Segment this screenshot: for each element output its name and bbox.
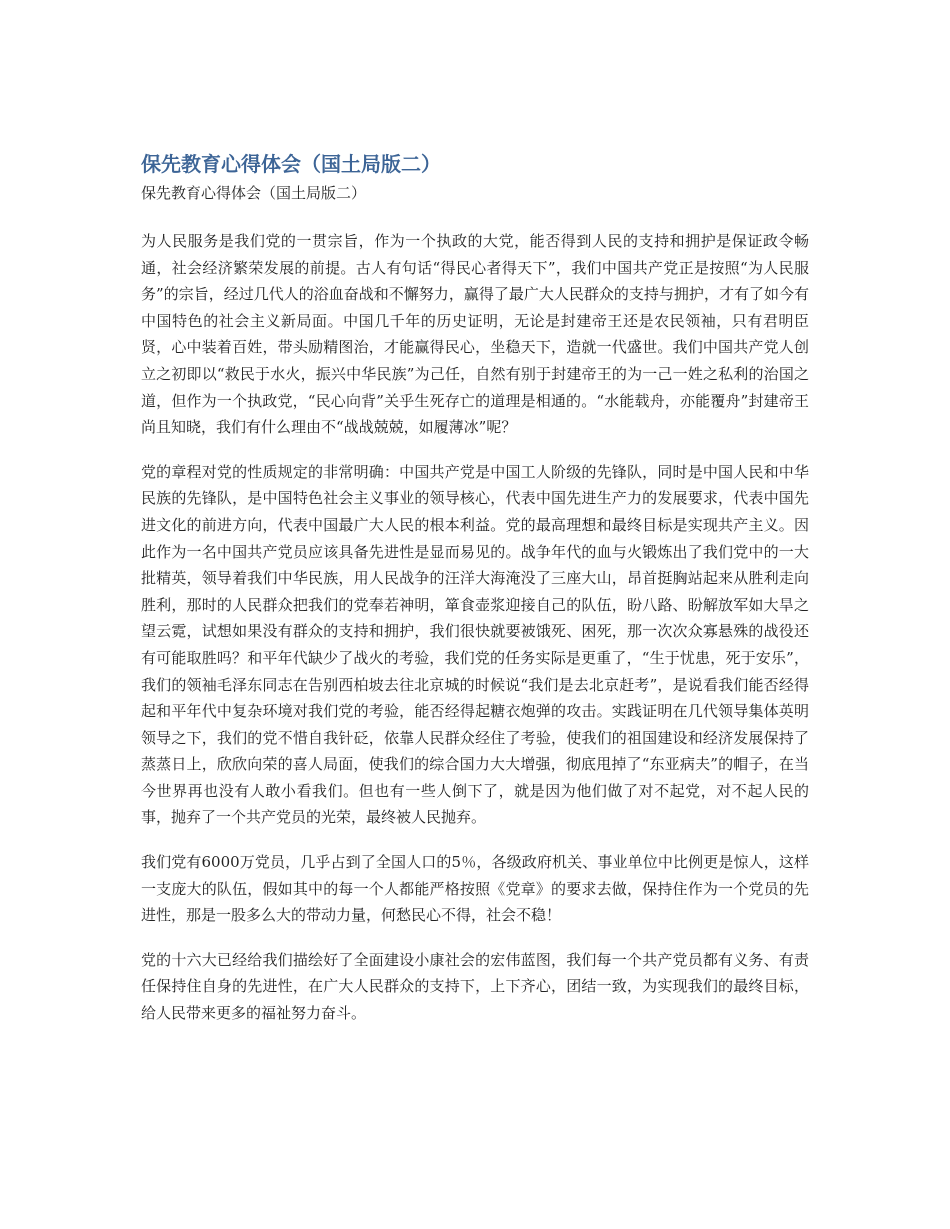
paragraph-1: 为人民服务是我们党的一贯宗旨，作为一个执政的大党，能否得到人民的支持和拥护是保证政令畅通，社会经济繁荣发展的前提。古人有句话“得民心者得天下”，我们中国共产党正是按照“为人民服务”的宗旨，经过几代人的浴血奋战和不懈努力，赢得了最广大人民群众的支持与拥护，才有了如今有中国特色的社会主义新局面。中国几千年的历史证明，无论是封建帝王还是农民领袖，只有君明臣贤，心中装着百姓，带头励精图治，才能赢得民心，坐稳天下，造就一代盛世。我们中国共产党人创立之初即以“救民于水火，振兴中华民族”为己任，自然有别于封建帝王的为一己一姓之私利的治国之道，但作为一个执政党，“民心向背”关乎生死存亡的道理是相通的。“水能载舟，亦能覆舟”封建帝王尚且知晓，我们有什么理由不“战战兢兢，如履薄冰”呢？ (141, 232, 809, 437)
paragraph-3: 我们党有6000万党员，几乎占到了全国人口的5％，各级政府机关、事业单位中比例更是惊人，这样一支庞大的队伍，假如其中的每一个人都能严格按照《党章》的要求去做，保持住作为一个党员的先进性，那是一股多么大的带动力量，何愁民心不得，社会不稳！ (141, 853, 809, 925)
paragraph-4: 党的十六大已经给我们描绘好了全面建设小康社会的宏伟蓝图，我们每一个共产党员都有义务、有责任保持住自身的先进性，在广大人民群众的支持下，上下齐心，团结一致，为实现我们的最终目标，给人民带来更多的福祉努力奋斗。 (141, 950, 809, 1023)
paragraph-2: 党的章程对党的性质规定的非常明确：中国共产党是中国工人阶级的先锋队，同时是中国人民和中华民族的先锋队，是中国特色社会主义事业的领导核心，代表中国先进生产力的发展要求，代表中国先进文化的前进方向，代表中国最广大人民的根本利益。党的最高理想和最终目标是实现共产主义。因此作为一名中国共产党员应该具备先进性是显而易见的。战争年代的血与火锻炼出了我们党中的一大批精英，领导着我们中华民族，用人民战争的汪洋大海淹没了三座大山，昂首挺胸站起来从胜利走向胜利，那时的人民群众把我们的党奉若神明，箪食壶浆迎接自己的队伍，盼八路、盼解放军如大旱之望云霓，试想如果没有群众的支持和拥护，我们很快就要被饿死、困死，那一次次众寡悬殊的战役还有可能取胜吗？和平年代缺少了战火的考验，我们党的任务实际是更重了，“生于忧患，死于安乐”，我们的领袖毛泽东同志在告别西柏坡去往北京城的时候说“我们是去北京赶考”，是说看我们能否经得起和平年代中复杂环境对我们党的考验，能否经得起糖衣炮弹的攻击。实践证明在几代领导集体英明领导之下，我们的党不惜自我针砭，依靠人民群众经住了考验，使我们的祖国建设和经济发展保持了蒸蒸日上，欣欣向荣的喜人局面，使我们的综合国力大大增强，彻底甩掉了“东亚病夫”的帽子，在当今世界再也没有人敢小看我们。但也有一些人倒下了，就是因为他们做了对不起党，对不起人民的事，抛弃了一个共产党员的光荣，最终被人民抛弃。 (141, 462, 809, 827)
document-title: 保先教育心得体会（国土局版二） (141, 152, 441, 176)
document-body (141, 150, 809, 1045)
document-subtitle: 保先教育心得体会（国土局版二） (141, 184, 367, 202)
